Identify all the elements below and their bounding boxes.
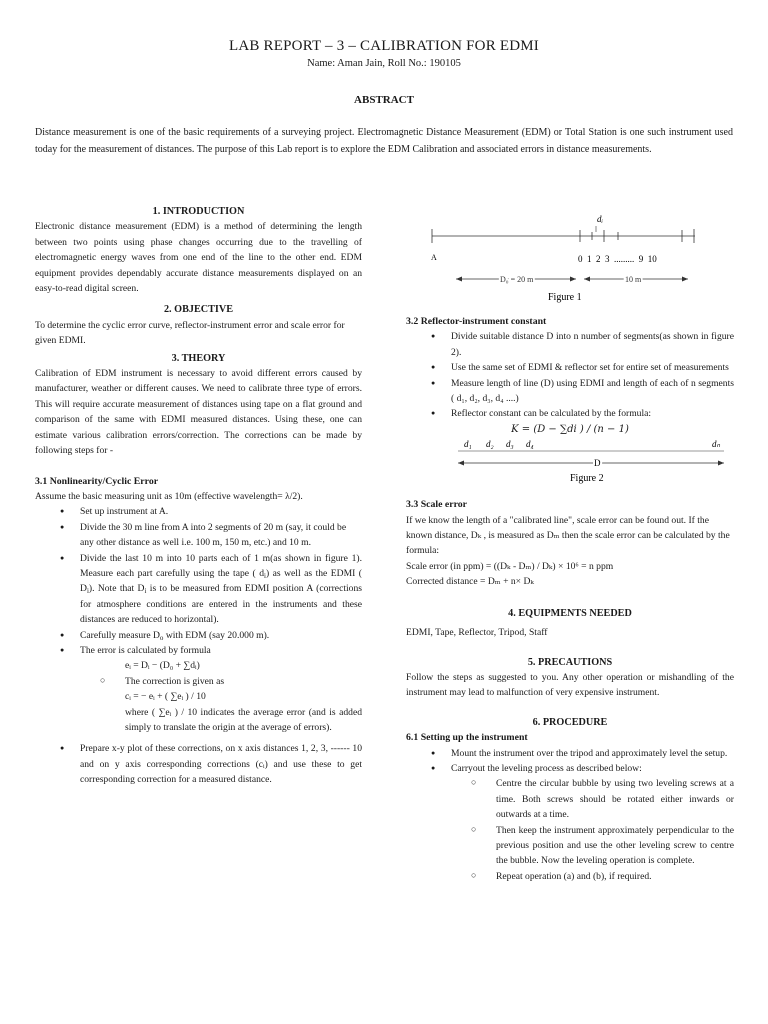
figure-2 xyxy=(406,437,734,485)
equipments-heading: 4. EQUIPMENTS NEEDED xyxy=(508,607,632,619)
corrected-distance-formula: Corrected distance = Dₘ + n× Dₖ xyxy=(406,576,534,588)
d2-label: d₂ xyxy=(486,439,494,450)
arrowhead xyxy=(456,277,462,282)
list-item: ● Use the same set of EDMI & reflector set for entire set of measurements xyxy=(406,360,734,375)
d3-label: d₃ xyxy=(506,439,514,450)
right-column xyxy=(406,314,734,884)
tick-labels: 0 1 2 3 ......... 9 10 xyxy=(578,254,657,264)
objective-heading: 2. OBJECTIVE xyxy=(163,304,234,316)
setting-up-heading: 6.1 Setting up the instrument xyxy=(406,732,528,744)
list-item: ● Set up instrument at A. xyxy=(35,504,362,519)
intro-text: Electronic distance measurement (EDM) is a method of determining the length between two points using phase changes occurring due to the travelling of electromagnetic energy waves from one end of the line to the other end. EDM equipment provides dependably accurate distance measurements displayed on an easy-to-read digital screen. xyxy=(35,221,362,295)
di-label: dᵢ xyxy=(597,214,603,224)
scale-error-heading: 3.3 Scale error xyxy=(406,499,468,511)
d1-label: d₁ xyxy=(464,439,472,450)
list-item: ● Reflector constant can be calculated by the formula: xyxy=(406,406,734,421)
list-item: ○ Then keep the instrument approximately perpendicular to the previous position and use the other leveling screw to centre the bubble. Now the leveling operation is complete. xyxy=(406,823,734,869)
list-item: ● Mount the instrument over the tripod and approximately level the setup. xyxy=(406,746,734,761)
correction-equation: cᵢ = − eᵢ + ( ∑eᵢ ) / 10 xyxy=(125,691,206,703)
intro-heading: 1. INTRODUCTION xyxy=(152,206,245,217)
list-item: ○ The correction is given as xyxy=(35,674,362,689)
arrowhead xyxy=(570,277,576,282)
d-label: D xyxy=(594,458,601,469)
abstract-text: Distance measurement is one of the basic requirements of a surveying project. Electromagnetic Distance Measurement (EDM) or Total Station is one such instrument used today for the measurement of distances. The purpose of this Lab report is to explore the EDM Calibration and associated errors in distance measurements. xyxy=(35,127,733,155)
left-column xyxy=(35,204,362,788)
cyclic-error-heading: 3.1 Nonlinearity/Cyclic Error xyxy=(35,475,159,487)
procedure-heading: 6. PROCEDURE xyxy=(532,716,608,728)
d4-label: d₄ xyxy=(526,439,534,450)
arrowhead xyxy=(584,277,590,282)
precautions-text: Follow the steps as suggested to you. Any other operation or mishandling of the instrument may lead to malfunction of very expensive instrument. xyxy=(406,671,734,699)
arrowhead xyxy=(458,461,464,466)
list-item: ● Carryout the leveling process as described below: xyxy=(406,761,734,776)
cyclic-intro: Assume the basic measuring unit as 10m (effective wavelength= λ/2). xyxy=(35,490,303,502)
average-error-note: where ( ∑eᵢ ) / 10 indicates the average error (and is added simply to translate the origin at the average of errors). xyxy=(125,706,362,733)
list-item: ● Divide the last 10 m into 10 parts each of 1 m(as shown in figure 1). Measure each part carefully using the tape ( $d_i$) as well as the EDMI ( $D_i$). Note that $D_i$ is to be measured from EDMI position A (corrections for atmosphere conditions are entered in the instruments and these distances are reduced to horizontal). xyxy=(35,551,362,628)
figure-1 xyxy=(420,208,735,308)
theory-text: Calibration of EDM instrument is necessary to avoid different errors caused by manufacturer, weather or different causes. We need to calibrate three type of errors. This will require accurate measurement of distances using tape on a flat ground and comparison of the same with EDMI measured distances. Using these, one can estimate various calibration errors/correction. The corrections can be made by following steps for - xyxy=(35,368,362,457)
arrowhead xyxy=(718,461,724,466)
arrowhead xyxy=(682,277,688,282)
list-item: ● Divide the 30 m line from A into 2 segments of 20 m (say, it could be any other distance as well i.e. 100 m, 150 m, etc.) and 10 m. xyxy=(35,520,362,551)
report-title: LAB REPORT – 3 – CALIBRATION FOR EDMI xyxy=(229,38,539,54)
equipments-text: EDMI, Tape, Reflector, Tripod, Staff xyxy=(406,627,548,639)
theory-heading: 3. THEORY xyxy=(171,352,226,364)
list-item: ● Carefully measure $D_o$ with EDM (say 20.000 m). xyxy=(35,628,362,643)
point-a-label: A xyxy=(431,253,437,262)
scale-error-text: If we know the length of a "calibrated line", scale error can be found out. If the known distance, Dₖ , is measured as Dₘ then the scale error can be calculated by the formula: xyxy=(406,514,730,557)
reflector-heading: 3.2 Reflector-instrument constant xyxy=(406,316,547,327)
reflector-formula: K = (D − ∑di ) / (n − 1) xyxy=(511,423,629,435)
figure-1-caption: Figure 1 xyxy=(548,292,582,303)
list-item: ● The error is calculated by formula xyxy=(35,643,362,658)
precautions-heading: 5. PRECAUTIONS xyxy=(527,656,613,668)
list-item: ● Measure length of line (D) using EDMI and length of each of n segments ( d₁, d₂, d₃, d₄ ....) xyxy=(406,376,734,407)
author-line: Name: Aman Jain, Roll No.: 190105 xyxy=(307,58,461,69)
list-item: ○ Centre the circular bubble by using two leveling screws at a time. Both screws should be rotated either inwards or outwards at a time. xyxy=(406,776,734,822)
scale-error-formula: Scale error (in ppm) = ((Dₖ - Dₘ) / Dₖ) × 10⁶ = n ppm xyxy=(406,560,614,572)
list-item: ● Prepare x-y plot of these corrections, on x axis distances 1, 2, 3, ------ 10 and on y axis corresponding corrections (cᵢ) and use these to get corresponding correction for a measured distance. xyxy=(35,741,362,787)
d0-label: D₀ = 20 m xyxy=(500,275,534,284)
objective-text: To determine the cyclic error curve, reflector-instrument error and scale error for given EDMI. xyxy=(35,319,345,347)
list-item: ○ Repeat operation (a) and (b), if required. xyxy=(406,869,734,884)
error-equation: eᵢ = Dᵢ − (D₀ + ∑dᵢ) xyxy=(125,660,200,672)
figure-2-caption: Figure 2 xyxy=(570,473,604,485)
abstract-heading: ABSTRACT xyxy=(354,94,414,106)
dn-label: dₙ xyxy=(712,439,721,450)
list-item: ● Divide suitable distance D into n number of segments(as shown in figure 2). xyxy=(406,329,734,360)
ten-m-label: 10 m xyxy=(625,275,642,284)
